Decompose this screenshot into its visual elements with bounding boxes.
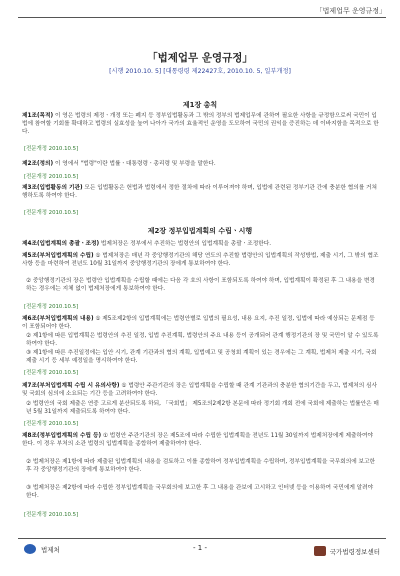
- amendment-note: [전문개정 2010.10.5]: [24, 304, 79, 310]
- article-text: ① 제5조제2항의 입법계획에는 법령안별로 입법의 필요성, 내용 요지, 추진 일정, 입법에 따라 예상되는 문제점 등이 포함되어야 한다.: [22, 316, 375, 331]
- article-8-paragraph-3: ③ 법제처장은 제2항에 따라 수립한 정부입법계획을 국무회의에 보고한 후 그 내용을 관보에 고시하고 인터넷 등을 이용하여 국민에게 알려야 한다.: [26, 485, 374, 500]
- article-text: 법제처장은 정부에서 추진하는 법령안의 입법계획을 총괄ㆍ조정한다.: [100, 241, 272, 247]
- article-7-paragraph-2: ② 법령안의 국회 제출은 연중 고르게 분산되도록 하되, 「국회법」 제5조의2제2항 본문에 따라 정기회 개회 전에 국회에 제출하는 법률안은 매년 5월 31일까지 제출되도록 하여야 한다.: [26, 401, 379, 416]
- article-heading: 제3조(입법활동의 기관): [22, 185, 83, 191]
- article-text: ① 법제처장은 매년 각 중앙행정기관의 해당 연도의 추진할 법령안의 입법계획의 작성방법, 제출 시기, 그 밖의 협조사항 등을 마련하여 전년도 10월 31일까지 중앙행정기관의 장에게 통보하여야 한다.: [22, 253, 379, 268]
- document-subtitle: [시행 2010.10. 5] [대통령령 제22427호, 2010.10. 5, 일부개정]: [109, 68, 291, 75]
- amendment-note: [전문개정 2010.10.5]: [24, 174, 79, 180]
- article-6: [22, 315, 380, 331]
- footer-agency: 법제처: [41, 545, 60, 554]
- document-title: 「법제업무 운영규정」: [147, 52, 253, 64]
- footer-right: [314, 546, 380, 556]
- article-heading: 제1조(목적): [22, 113, 54, 119]
- article-text: 이 영은 법령의 제정ㆍ개정 또는 폐지 등 정부입법활동과 그 밖의 정부의 법제업무에 관하여 필요한 사항을 규정함으로써 국민이 입법에 참여할 기회를 확대하고 법령의 실효성을 높여 나아가 국가의 효율적인 운영을 도모하여 국민의 권익을 증진하는 데 이바지함을 목적으로 한다.: [22, 113, 379, 136]
- amendment-note: [전문개정 2010.10.5]: [24, 370, 79, 376]
- amendment-note: [전문개정 2010.10.5]: [24, 210, 79, 216]
- article-text: ① 법령안 주관기관의 장은 제5조에 따라 수립한 입법계획을 전년도 11월 30일까지 법제처장에게 제출하여야 한다. 이 경우 부처의 소관 법령의 입법계획을 종합하여 제출하여야 한다.: [22, 433, 374, 448]
- header-rule: [18, 17, 386, 18]
- article-2: [22, 160, 380, 168]
- article-text: 이 영에서 "법령"이란 법률ㆍ대통령령ㆍ총리령 및 부령을 말한다.: [54, 161, 216, 167]
- article-heading: 제2조(정의): [22, 161, 54, 167]
- running-header: 「법제업무 운영규정」: [315, 7, 386, 15]
- article-heading: 제8조(정부입법계획의 수립 등): [22, 433, 102, 439]
- article-heading: 제7조(부처입법계획 수립 시 유의사항): [22, 383, 120, 389]
- amendment-note: [전문개정 2010.10.5]: [24, 512, 79, 518]
- article-text: ① 법령안 주관기관의 장은 입법계획을 수립할 때 관계 기관과의 충분한 협의기간을 두고, 법제처의 심사 및 국회의 심의에 소요되는 기간 등을 고려하여야 한다.: [22, 383, 377, 398]
- amendment-note: [전문개정 2010.10.5]: [24, 146, 79, 152]
- article-3: [22, 184, 380, 200]
- article-6-paragraph-2: ② 제1항에 따른 입법계획은 법령안의 추진 일정, 입법 추진계획, 법령안의 주요 내용 등이 공개되어 관계 행정기관의 장 및 국민이 알 수 있도록 하여야 한다.: [26, 333, 379, 348]
- article-5: [22, 252, 380, 268]
- article-heading: 제6조(부처입법계획의 내용): [22, 316, 94, 322]
- amendment-note: [전문개정 2010.10.5]: [24, 421, 79, 427]
- article-4: [22, 240, 380, 248]
- article-7: [22, 382, 380, 398]
- law-center-logo-icon: [314, 546, 326, 556]
- article-heading: 제4조(입법계획의 총괄ㆍ조정): [22, 241, 100, 247]
- footer-rule: [18, 538, 386, 539]
- article-6-paragraph-3: ③ 제1항에 따른 추진일정에는 입안 시기, 관계 기관과의 협의 계획, 입법예고 및 공청회 계획이 있는 경우에는 그 계획, 법제처 제출 시기, 국회 제출 시기 등 세부 예정일을 명시하여야 한다.: [26, 350, 377, 365]
- article-heading: 제5조(부처입법계획의 수립): [22, 253, 94, 259]
- footer-center: 국가법령정보센터: [329, 547, 380, 556]
- article-text: 모든 입법활동은 헌법과 법령에서 정한 절차에 따라 이루어져야 하며, 입법에 관련된 정부기관 간에 충분한 협의를 거쳐 행하도록 하여야 한다.: [22, 185, 378, 200]
- page-number: - 1 -: [193, 544, 207, 552]
- article-8: [22, 432, 380, 448]
- chapter-2-title: 제2장 정부입법계획의 수립ㆍ시행: [147, 227, 253, 235]
- article-1: [22, 112, 380, 137]
- chapter-1-title: 제1장 총칙: [182, 101, 218, 109]
- article-8-paragraph-2: ② 법제처장은 제1항에 따라 제출된 입법계획의 내용을 검토하고 이를 종합하여 정부입법계획을 수립하며, 정부입법계획을 국무회의에 보고한 후 각 중앙행정기관의 장에게 통보하여야 한다.: [26, 459, 375, 474]
- article-5-paragraph-2: ② 중앙행정기관의 장은 법령안 입법계획을 수립할 때에는 다음 각 호의 사항이 포함되도록 하여야 하며, 입법계획이 확정된 후 그 내용을 변경하는 경우에는 지체 없이 법제처장에게 통보하여야 한다.: [26, 278, 375, 293]
